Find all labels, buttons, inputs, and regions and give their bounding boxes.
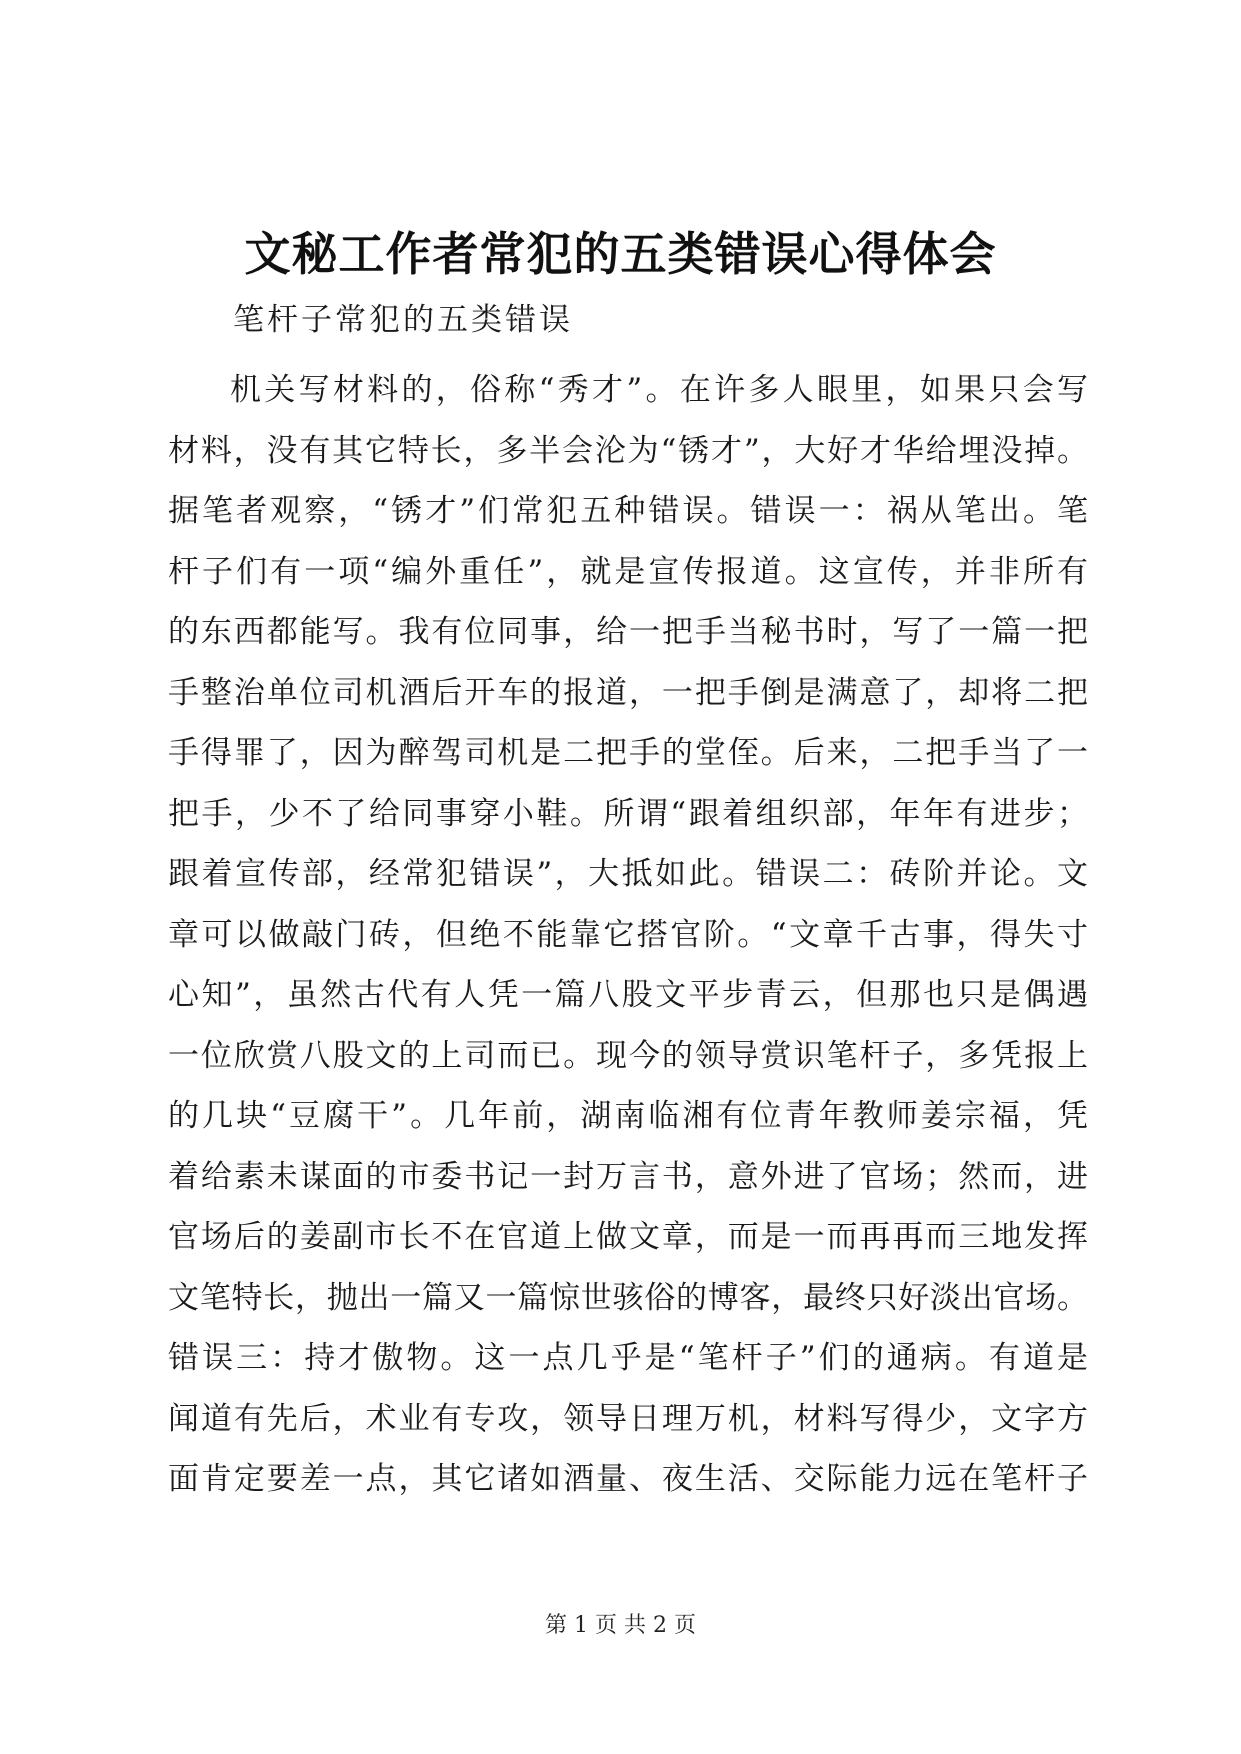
document-subtitle: 笔杆子常犯的五类错误 — [233, 302, 573, 338]
body-line: 跟着宣传部，经常犯错误”，大抵如此。错误二：砖阶并论。文 — [168, 856, 1088, 892]
body-line: 闻道有先后，术业有专攻，领导日理万机，材料写得少，文字方 — [168, 1400, 1088, 1437]
body-line: 手得罪了，因为醉驾司机是二把手的堂侄。后来，二把手当了一 — [168, 735, 1088, 771]
body-text — [168, 360, 1088, 1510]
body-line: 据笔者观察，“锈才”们常犯五种错误。错误一：祸从笔出。笔 — [168, 493, 1088, 529]
body-line: 把手，少不了给同事穿小鞋。所谓“跟着组织部，年年有进步； — [168, 795, 1088, 832]
body-line: 手整治单位司机酒后开车的报道，一把手倒是满意了，却将二把 — [168, 674, 1088, 711]
body-line: 材料，没有其它特长，多半会沦为“锈才”，大好才华给埋没掉。 — [168, 432, 1088, 469]
body-line: 错误三：持才傲物。这一点几乎是“笔杆子”们的通病。有道是 — [168, 1340, 1088, 1376]
body-line: 的东西都能写。我有位同事，给一把手当秘书时，写了一篇一把 — [168, 614, 1088, 650]
body-line: 杆子们有一项“编外重任”，就是宣传报道。这宣传，并非所有 — [168, 553, 1088, 590]
body-line: 机关写材料的，俗称“秀才”。在许多人眼里，如果只会写 — [230, 372, 1088, 408]
body-line: 着给素未谋面的市委书记一封万言书，意外进了官场；然而，进 — [168, 1158, 1088, 1195]
body-line: 面肯定要差一点，其它诸如酒量、夜生活、交际能力远在笔杆子 — [168, 1461, 1088, 1497]
document-title: 文秘工作者常犯的五类错误心得体会 — [244, 227, 997, 281]
body-line: 心知”，虽然古代有人凭一篇八股文平步青云，但那也只是偶遇 — [168, 977, 1088, 1013]
body-line: 一位欣赏八股文的上司而已。现今的领导赏识笔杆子，多凭报上 — [168, 1037, 1088, 1074]
body-line: 章可以做敲门砖，但绝不能靠它搭官阶。“文章千古事，得失寸 — [168, 916, 1088, 953]
body-line: 的几块“豆腐干”。几年前，湖南临湘有位青年教师姜宗福，凭 — [168, 1098, 1088, 1134]
body-line: 文笔特长，抛出一篇又一篇惊世骇俗的博客，最终只好淡出官场。 — [168, 1279, 1088, 1316]
body-line: 官场后的姜副市长不在官道上做文章，而是一而再再而三地发挥 — [168, 1219, 1088, 1255]
page-number-footer: 第 1 页 共 2 页 — [545, 1613, 696, 1638]
